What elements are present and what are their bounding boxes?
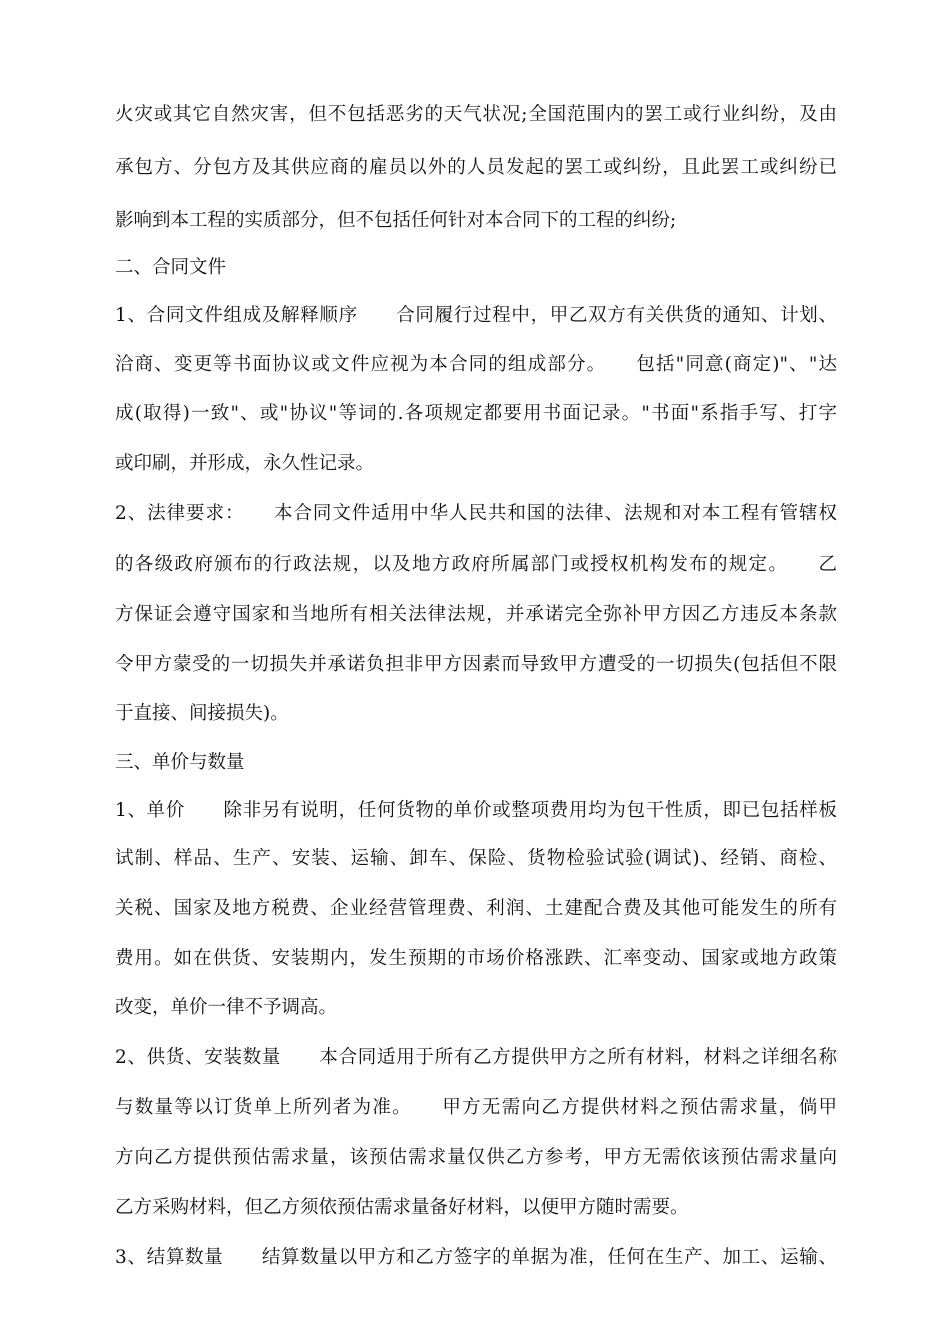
text-line: 关税、国家及地方税费、企业经营管理费、利润、土建配合费及其他可能发生的所有 [115, 898, 837, 919]
text-line: 方保证会遵守国家和当地所有相关法律法规，并承诺完全弥补甲方因乙方违反本条款 [115, 604, 837, 625]
text-line: 令甲方蒙受的一切损失并承诺负担非甲方因素而导致甲方遭受的一切损失(包括但不限 [115, 654, 837, 675]
text-line: 1、合同文件组成及解释顺序 合同履行过程中，甲乙双方有关供货的通知、计划、 [115, 305, 837, 326]
text-line: 费用。如在供货、安装期内，发生预期的市场价格涨跌、汇率变动、国家或地方政策 [115, 948, 837, 969]
text-line: 成(取得)一致"、或"协议"等词的.各项规定都要用书面记录。"书面"系指手写、打字 [115, 403, 837, 424]
text-line: 影响到本工程的实质部分，但不包括任何针对本合同下的工程的纠纷; [115, 210, 677, 231]
text-line: 或印刷，并形成，永久性记录。 [115, 453, 375, 474]
text-line: 乙方采购材料，但乙方须依预估需求量备好材料，以便甲方随时需要。 [115, 1197, 689, 1218]
section-heading: 三、单价与数量 [115, 752, 245, 773]
text-line: 于直接、间接损失)。 [115, 703, 289, 724]
text-line: 的各级政府颁布的行政法规，以及地方政府所属部门或授权机构发布的规定。 乙 [115, 554, 837, 575]
text-line: 2、法律要求： 本合同文件适用中华人民共和国的法律、法规和对本工程有管辖权 [115, 503, 837, 524]
text-line: 方向乙方提供预估需求量，该预估需求量仅供乙方参考，甲方无需依该预估需求量向 [115, 1147, 837, 1168]
text-line: 洽商、变更等书面协议或文件应视为本合同的组成部分。 包括"同意(商定)"、"达 [115, 354, 837, 375]
text-line: 2、供货、安装数量 本合同适用于所有乙方提供甲方之所有材料，材料之详细名称 [115, 1047, 837, 1068]
text-line: 1、单价 除非另有说明，任何货物的单价或整项费用均为包干性质，即已包括样板 [115, 800, 837, 821]
text-line: 承包方、分包方及其供应商的雇员以外的人员发起的罢工或纠纷，且此罢工或纠纷已 [115, 157, 837, 178]
text-line: 火灾或其它自然灾害，但不包括恶劣的天气状况;全国范围内的罢工或行业纠纷，及由 [115, 104, 837, 125]
text-line: 改变，单价一律不予调高。 [115, 997, 338, 1018]
text-line: 试制、样品、生产、安装、运输、卸车、保险、货物检验试验(调试)、经销、商检、 [115, 848, 837, 869]
text-line: 3、结算数量 结算数量以甲方和乙方签字的单据为准，任何在生产、加工、运输、 [115, 1247, 837, 1268]
text-line: 与数量等以订货单上所列者为准。 甲方无需向乙方提供材料之预估需求量，倘甲 [115, 1097, 837, 1118]
section-heading: 二、合同文件 [115, 257, 227, 278]
